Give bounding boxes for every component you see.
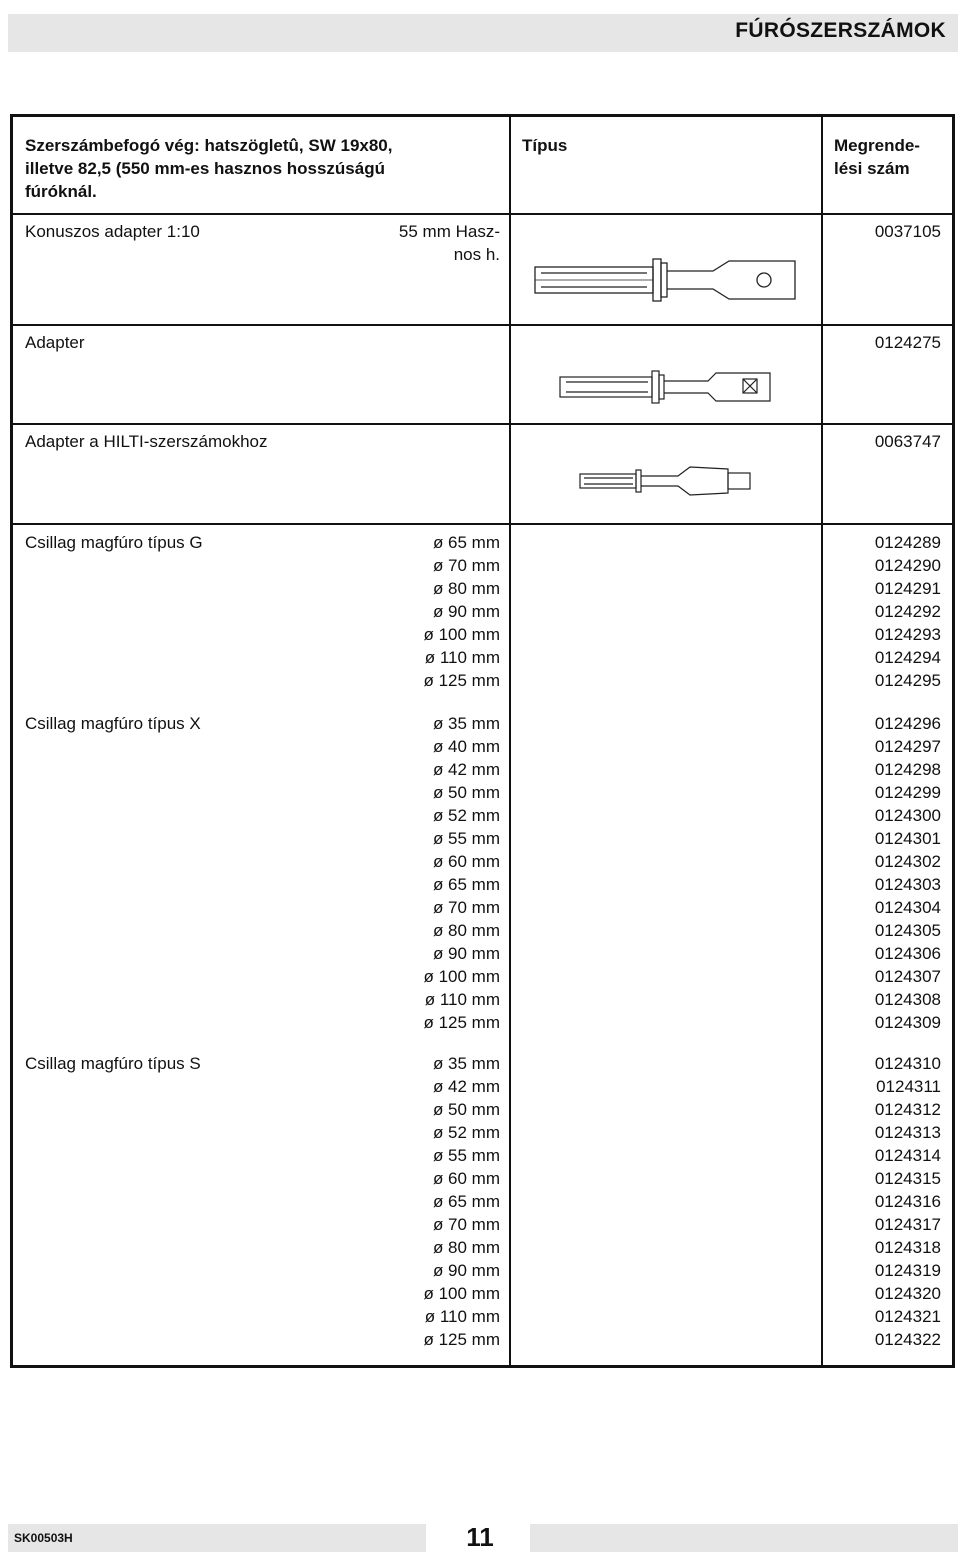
header-divider: [13, 213, 952, 215]
column-divider: [821, 117, 823, 1365]
page-number: 11: [466, 1522, 494, 1552]
product-table: [10, 114, 955, 1368]
group-name: Csillag magfúro típus X: [25, 714, 201, 733]
row-size: 55 mm Hasz- nos h.: [398, 222, 500, 264]
column-divider: [509, 117, 511, 1365]
taper-adapter-drawing: [533, 253, 803, 307]
footer-left-bar: [8, 1524, 426, 1552]
page-title: FÚRÓSZERSZÁMOK: [735, 19, 946, 42]
size-list: ø 35 mm ø 40 mm ø 42 mm ø 50 mm ø 52 mm ø 55 mm ø 60 mm ø 65 mm ø 70 mm ø 80 mm ø 90 mm ø 100 mm ø 110 mm ø 125 mm: [423, 714, 500, 1032]
row-divider: [13, 523, 952, 525]
row-divider: [13, 423, 952, 425]
hilti-adapter-drawing: [578, 461, 758, 501]
document-code: SK00503H: [14, 1531, 73, 1545]
table-header-order-number: Megrende- lési szám: [834, 136, 920, 178]
table-header-description: Szerszámbefogó vég: hatszögletû, SW 19x80, illetve 82,5 (550 mm-es hasznos hosszúságú fúróknál.: [25, 136, 393, 201]
adapter-drawing: [558, 367, 778, 407]
table-header-type: Típus: [522, 136, 568, 155]
header-bar: [8, 14, 958, 52]
order-number-list: 0124296 0124297 0124298 0124299 0124300 0124301 0124302 0124303 0124304 0124305 0124306 0124307 0124308 0124309: [874, 714, 941, 1032]
size-list: ø 65 mm ø 70 mm ø 80 mm ø 90 mm ø 100 mm ø 110 mm ø 125 mm: [423, 533, 500, 690]
row-order-number: 0063747: [874, 432, 941, 451]
order-number-list: 0124289 0124290 0124291 0124292 0124293 0124294 0124295: [874, 533, 941, 690]
row-name: Konuszos adapter 1:10: [25, 222, 200, 241]
group-name: Csillag magfúro típus S: [25, 1054, 201, 1073]
footer-right-bar: [530, 1524, 958, 1552]
row-name: Adapter: [25, 333, 85, 352]
order-number-list: 0124310 0124311 0124312 0124313 0124314 0124315 0124316 0124317 0124318 0124319 0124320 0124321 0124322: [874, 1054, 941, 1349]
size-list: ø 35 mm ø 42 mm ø 50 mm ø 52 mm ø 55 mm ø 60 mm ø 65 mm ø 70 mm ø 80 mm ø 90 mm ø 100 mm ø 110 mm ø 125 mm: [423, 1054, 500, 1349]
row-order-number: 0124275: [874, 333, 941, 352]
row-divider: [13, 324, 952, 326]
group-name: Csillag magfúro típus G: [25, 533, 203, 552]
row-name: Adapter a HILTI-szerszámokhoz: [25, 432, 268, 451]
row-order-number: 0037105: [874, 222, 941, 241]
